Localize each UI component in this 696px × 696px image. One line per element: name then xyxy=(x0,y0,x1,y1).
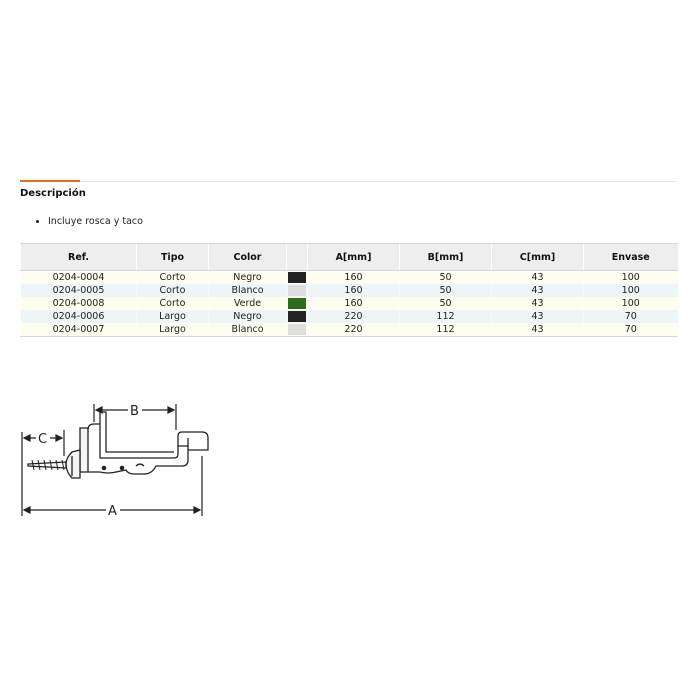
cell-b: 50 xyxy=(400,297,492,310)
header-envase: Envase xyxy=(584,244,678,271)
cell-color: Blanco xyxy=(209,323,287,337)
cell-b: 50 xyxy=(400,284,492,297)
description-bullets xyxy=(34,216,143,227)
header-c: C[mm] xyxy=(492,244,584,271)
cell-envase: 100 xyxy=(584,284,678,297)
color-swatch xyxy=(288,285,306,296)
cell-color: Verde xyxy=(209,297,287,310)
cell-a: 160 xyxy=(308,271,400,285)
cell-c: 43 xyxy=(492,310,584,323)
cell-ref: 0204-0006 xyxy=(21,310,137,323)
header-tipo: Tipo xyxy=(137,244,209,271)
cell-c: 43 xyxy=(492,297,584,310)
color-swatch-cell xyxy=(287,323,308,337)
cell-envase: 70 xyxy=(584,310,678,323)
header-swatch xyxy=(287,244,308,271)
cell-tipo: Largo xyxy=(137,310,209,323)
cell-c: 43 xyxy=(492,284,584,297)
cell-b: 50 xyxy=(400,271,492,285)
header-a: A[mm] xyxy=(308,244,400,271)
cell-b: 112 xyxy=(400,310,492,323)
cell-a: 220 xyxy=(308,310,400,323)
cell-color: Blanco xyxy=(209,284,287,297)
cell-c: 43 xyxy=(492,323,584,337)
color-swatch-cell xyxy=(287,310,308,323)
header-b: B[mm] xyxy=(400,244,492,271)
cell-a: 160 xyxy=(308,284,400,297)
header-color: Color xyxy=(209,244,287,271)
cell-b: 112 xyxy=(400,323,492,337)
table-row xyxy=(21,310,678,323)
cell-tipo: Largo xyxy=(137,323,209,337)
cell-envase: 100 xyxy=(584,297,678,310)
cell-tipo: Corto xyxy=(137,297,209,310)
section-accent-line xyxy=(20,180,80,182)
cell-ref: 0204-0007 xyxy=(21,323,137,337)
description-section-header xyxy=(20,181,677,204)
spec-table xyxy=(20,243,678,337)
color-swatch-cell xyxy=(287,284,308,297)
cell-c: 43 xyxy=(492,271,584,285)
cell-a: 220 xyxy=(308,323,400,337)
cell-ref: 0204-0008 xyxy=(21,297,137,310)
product-outline xyxy=(28,412,208,478)
table-header-row xyxy=(21,244,678,271)
color-swatch-cell xyxy=(287,297,308,310)
cell-envase: 70 xyxy=(584,323,678,337)
bullet-item: • Incluye rosca y taco xyxy=(48,216,143,227)
cell-tipo: Corto xyxy=(137,271,209,285)
table-row xyxy=(21,297,678,310)
color-swatch xyxy=(288,311,306,322)
dimension-label-c: C xyxy=(38,432,48,447)
section-title: Descripción xyxy=(20,188,86,199)
color-swatch xyxy=(288,324,306,335)
dimension-label-b: B xyxy=(130,404,139,419)
dimension-lines xyxy=(22,404,202,516)
color-swatch xyxy=(288,298,306,309)
cell-ref: 0204-0005 xyxy=(21,284,137,297)
product-dimension-drawing xyxy=(16,400,216,525)
cell-color: Negro xyxy=(209,310,287,323)
cell-color: Negro xyxy=(209,271,287,285)
cell-tipo: Corto xyxy=(137,284,209,297)
color-swatch-cell xyxy=(287,271,308,285)
cell-a: 160 xyxy=(308,297,400,310)
cell-envase: 100 xyxy=(584,271,678,285)
table-row xyxy=(21,323,678,337)
table-row xyxy=(21,271,678,285)
dimension-label-a: A xyxy=(108,504,117,519)
color-swatch xyxy=(288,272,306,283)
header-ref: Ref. xyxy=(21,244,137,271)
table-row xyxy=(21,284,678,297)
cell-ref: 0204-0004 xyxy=(21,271,137,285)
